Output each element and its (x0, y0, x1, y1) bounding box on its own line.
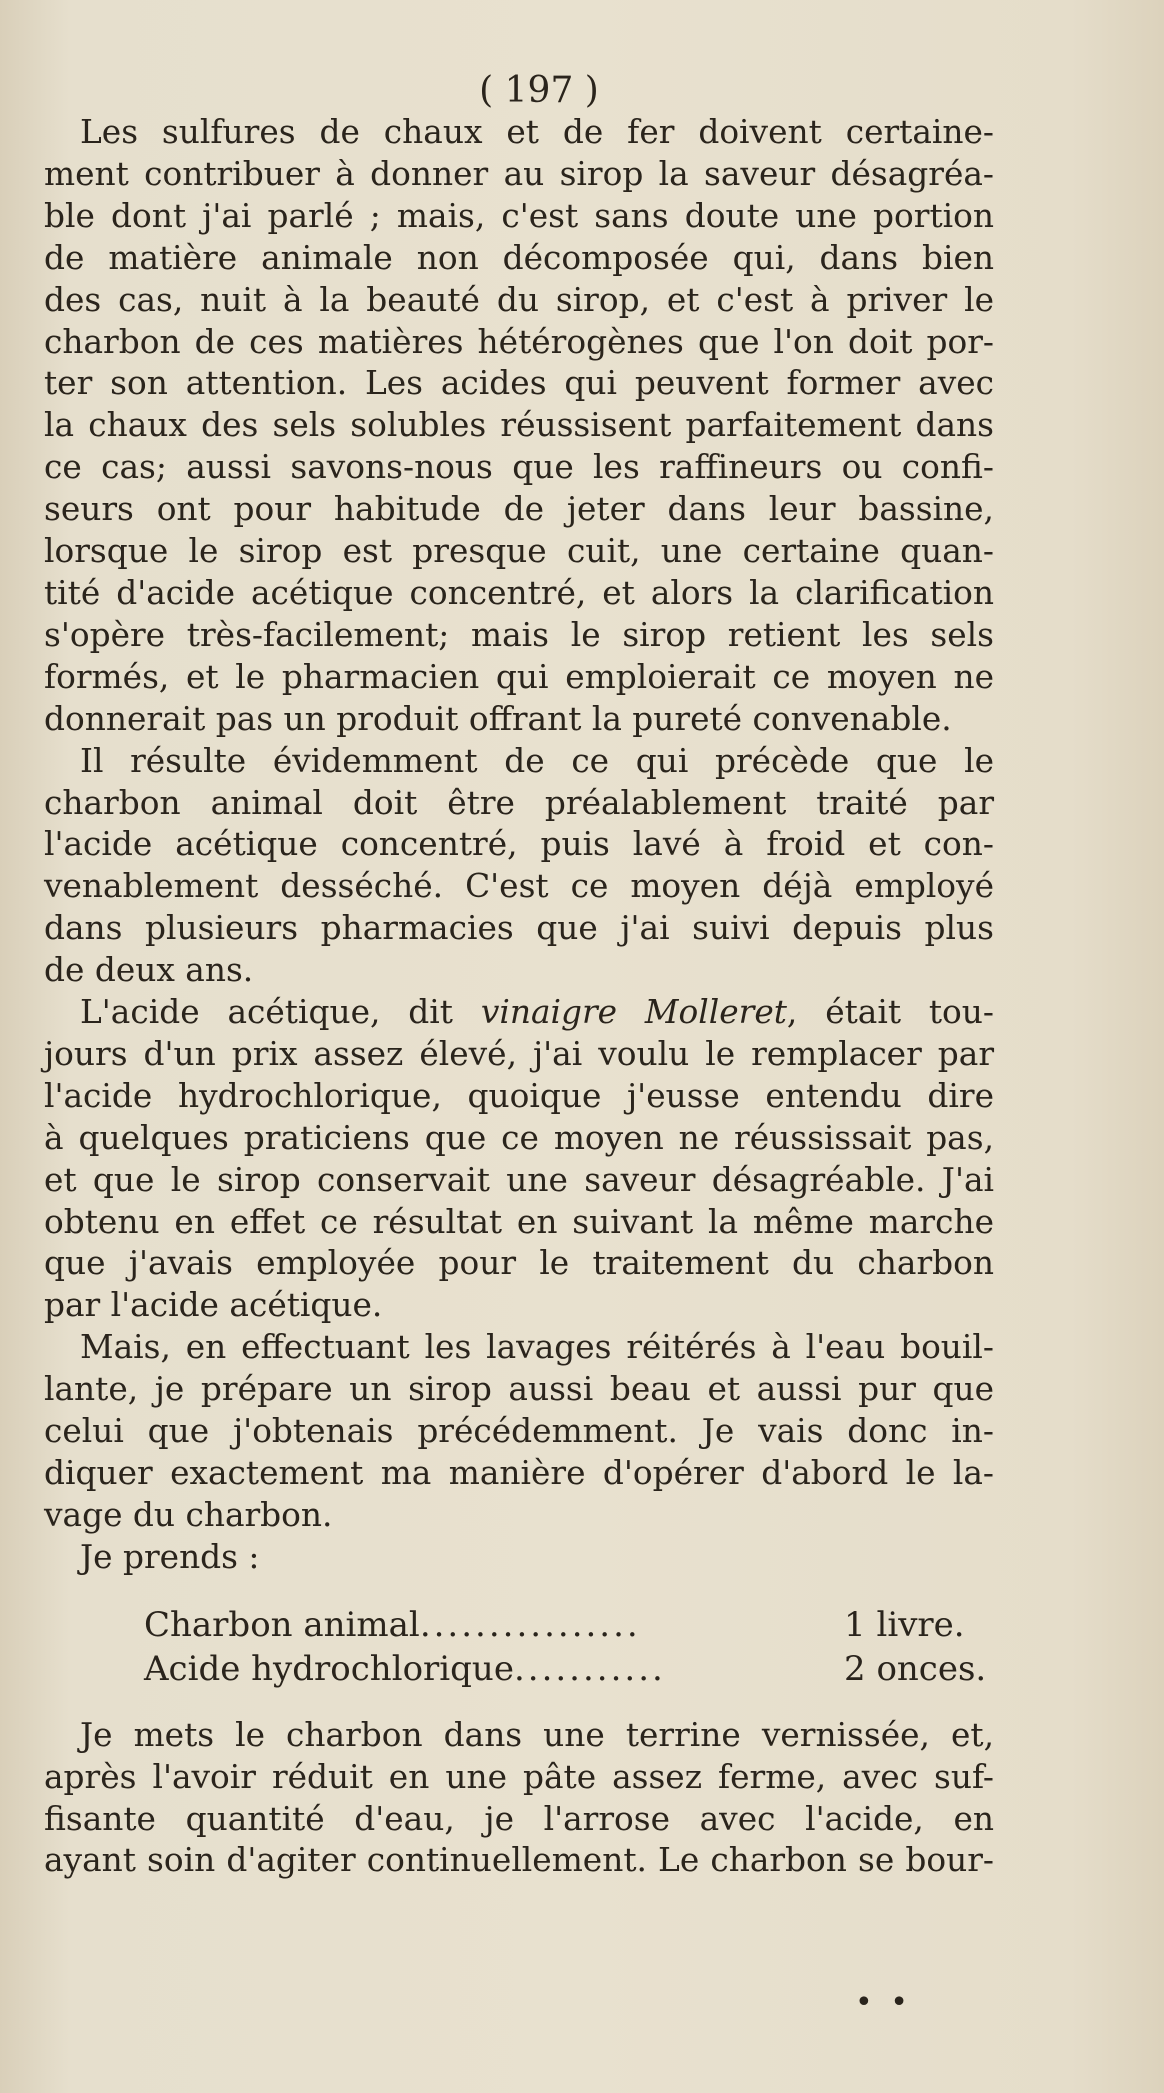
text-line: obtenu en effet ce résultat en suivant la même marche (44, 1202, 994, 1241)
text-line: seurs ont pour habitude de jeter dans leur bassine, (44, 490, 994, 529)
recipe-item: Acide hydrochlorique (144, 1648, 514, 1689)
text-line: des cas, nuit à la beauté du sirop, et c'est à priver le (44, 280, 994, 319)
recipe-quantity: 2 onces. (844, 1648, 987, 1689)
page-number: ( 197 ) (479, 70, 599, 111)
text-fragment: , était tou- (786, 993, 995, 1032)
spacer (44, 1579, 994, 1603)
text-line: formés, et le pharmacien qui emploierait ce moyen ne (44, 657, 994, 696)
recipe-quantity: 1 livre. (844, 1604, 965, 1645)
paragraph-terrine (44, 1715, 994, 1883)
text-line: Je prends : (80, 1537, 260, 1576)
text-line: de deux ans. (44, 951, 254, 990)
paragraph-resulte (44, 741, 994, 992)
paragraph-acide-acetique (44, 992, 994, 1327)
text-line: lorsque le sirop est presque cuit, une certaine quan- (44, 532, 994, 571)
text-line: lante, je prépare un sirop aussi beau et aussi pur que (44, 1370, 994, 1409)
paragraph-sulfures (44, 112, 994, 741)
text-line: ter son attention. Les acides qui peuvent former avec (44, 364, 994, 403)
paragraph-lavages (44, 1327, 994, 1537)
text-line: l'acide acétique concentré, puis lavé à froid et con- (44, 825, 994, 864)
recipe-item: Charbon animal (144, 1604, 420, 1645)
text-line: celui que j'obtenais précédemment. Je vais donc in- (44, 1412, 994, 1451)
text-line: charbon de ces matières hétérogènes que l'on doit por- (44, 322, 994, 361)
text-line: que j'avais employée pour le traitement du charbon (44, 1244, 994, 1283)
text-line: diquer exactement ma manière d'opérer d'abord le la- (44, 1454, 994, 1492)
text-line: Je mets le charbon dans une terrine vernissée, et, (80, 1715, 994, 1754)
text-line (44, 992, 994, 1034)
italic-term: vinaigre Molleret (480, 993, 787, 1032)
text-fragment: L'acide acétique, dit (80, 993, 481, 1032)
text-line: l'acide hydrochlorique, quoique j'eusse entendu dire (44, 1076, 994, 1115)
text-line: vage du charbon. (44, 1495, 333, 1534)
text-line: donnerait pas un produit offrant la pureté convenable. (44, 699, 952, 738)
recipe-leader-dots: ........... (513, 1648, 666, 1689)
text-line: à quelques praticiens que ce moyen ne réussissait pas, (44, 1118, 994, 1157)
text-line: ment contribuer à donner au sirop la saveur désagréa- (44, 154, 994, 193)
text-line: et que le sirop conservait une saveur désagréable. J'ai (44, 1160, 994, 1199)
text-line: dans plusieurs pharmacies que j'ai suivi depuis plus (44, 909, 994, 948)
recipe-list (44, 1603, 994, 1691)
recipe-row (144, 1647, 994, 1691)
recipe-row (144, 1603, 994, 1647)
spacer (44, 1691, 994, 1715)
text-line: Les sulfures de chaux et de fer doivent certaine- (80, 113, 994, 151)
text-line: jours d'un prix assez élevé, j'ai voulu le remplacer par (44, 1034, 994, 1073)
text-line: ayant soin d'agiter continuellement. Le charbon se bour- (44, 1841, 994, 1880)
text-line: s'opère très-facilement; mais le sirop retient les sels (44, 615, 994, 654)
text-line: venablement desséché. C'est ce moyen déjà employé (44, 867, 994, 906)
text-line: fisante quantité d'eau, je l'arrose avec l'acide, en (44, 1799, 994, 1838)
text-line: Mais, en effectuant les lavages réitérés à l'eau bouil- (80, 1328, 994, 1367)
book-page (44, 72, 994, 1882)
recipe-intro (44, 1537, 994, 1579)
text-line: la chaux des sels solubles réussisent parfaitement dans (44, 406, 994, 445)
text-line: Il résulte évidemment de ce qui précède que le (80, 741, 994, 780)
text-line: ce cas; aussi savons-nous que les raffineurs ou confi- (44, 448, 994, 487)
text-line: par l'acide acétique. (44, 1286, 383, 1325)
signature-mark: • • (855, 1985, 912, 2020)
text-line: tité d'acide acétique concentré, et alors la clarification (44, 573, 994, 612)
text-line: après l'avoir réduit en une pâte assez ferme, avec suf- (44, 1757, 994, 1796)
recipe-leader-dots: ................ (419, 1604, 641, 1645)
text-line: ble dont j'ai parlé ; mais, c'est sans doute une portion (44, 196, 994, 235)
text-line: de matière animale non décomposée qui, dans bien (44, 238, 994, 277)
text-line: charbon animal doit être préalablement traité par (44, 783, 994, 822)
